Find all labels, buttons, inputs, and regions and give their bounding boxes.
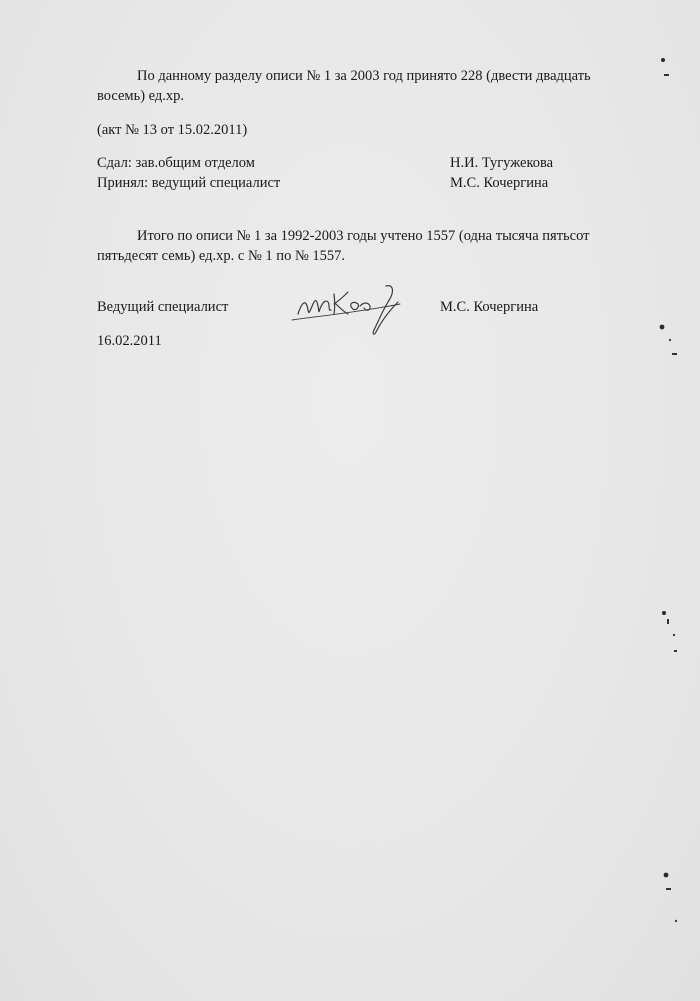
signer-name: М.С. Кочергина	[440, 299, 539, 315]
act-reference: (акт № 13 от 15.02.2011)	[97, 122, 248, 138]
total-line-1: Итого по описи № 1 за 1992-2003 годы учтено 1557 (одна тысяча пятьсот	[137, 228, 590, 244]
handed-over-label: Сдал: зав.общим отделом	[97, 155, 255, 171]
signer-position: Ведущий специалист	[97, 299, 229, 315]
received-name: М.С. Кочергина	[450, 175, 549, 191]
handed-over-name: Н.И. Тугужекова	[450, 155, 554, 171]
paragraph-1-line-2: восемь) ед.хр.	[97, 88, 185, 104]
total-line-2: пятьдесят семь) ед.хр. с № 1 по № 1557.	[97, 248, 346, 264]
received-label: Принял: ведущий специалист	[97, 175, 281, 191]
document-date: 16.02.2011	[97, 333, 162, 349]
paragraph-1-line-1: По данному разделу описи № 1 за 2003 год принято 228 (двести двадцать	[137, 68, 591, 84]
handwritten-signature	[290, 280, 420, 338]
